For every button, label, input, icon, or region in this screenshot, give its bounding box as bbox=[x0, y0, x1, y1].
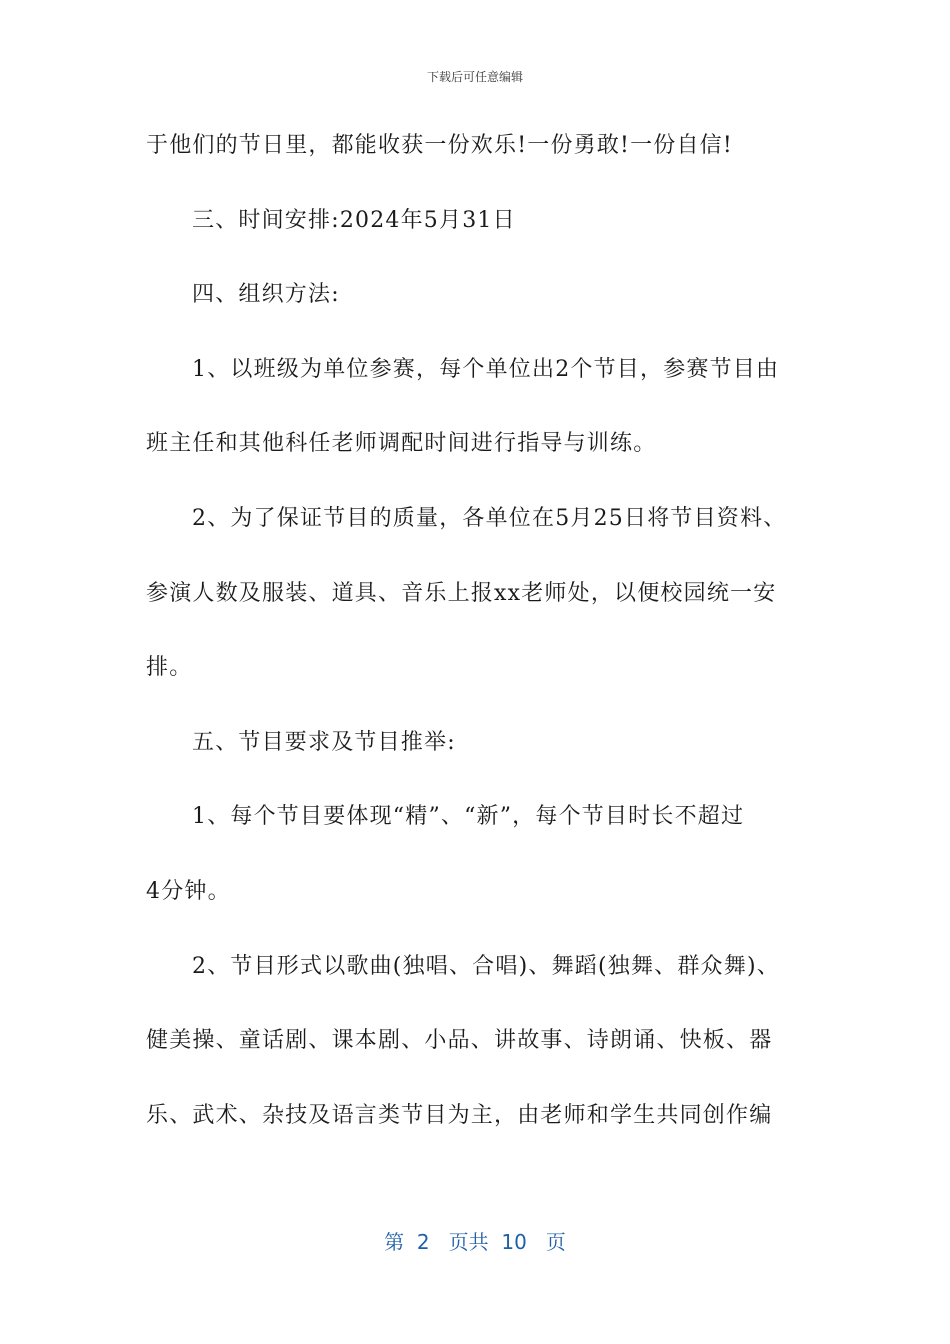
paragraph-line: 于他们的节日里，都能收获一份欢乐!一份勇敢!一份自信! bbox=[146, 133, 733, 158]
paragraph-line: 乐、武术、杂技及语言类节目为主，由老师和学生共同创作编 bbox=[146, 1102, 773, 1128]
section-heading-requirements: 五、节目要求及节目推举: bbox=[192, 729, 456, 755]
paragraph-line: 1、每个节目要体现“精”、“新”，每个节目时长不超过 bbox=[192, 804, 745, 830]
page-number-footer: 第 2 页共 10 页 bbox=[384, 1230, 566, 1254]
section-heading-organization: 四、组织方法: bbox=[192, 282, 340, 308]
paragraph-line: 2、节目形式以歌曲(独唱、合唱)、舞蹈(独舞、群众舞)、 bbox=[192, 953, 780, 979]
paragraph-line: 1、以班级为单位参赛，每个单位出2个节目，参赛节目由 bbox=[192, 356, 780, 382]
section-heading-schedule: 三、时间安排:2024年5月31日 bbox=[192, 207, 516, 233]
page-header-note: 下载后可任意编辑 bbox=[426, 70, 523, 84]
paragraph-line: 4分钟。 bbox=[146, 878, 231, 904]
paragraph-line: 排。 bbox=[146, 655, 193, 681]
paragraph-line: 参演人数及服装、道具、音乐上报xx老师处，以便校园统一安 bbox=[146, 580, 777, 606]
paragraph-line: 健美操、童话剧、课本剧、小品、讲故事、诗朗诵、快板、器 bbox=[146, 1028, 773, 1054]
paragraph-line: 班主任和其他科任老师调配时间进行指导与训练。 bbox=[146, 431, 657, 457]
document-body bbox=[146, 122, 810, 1166]
paragraph-line: 2、为了保证节目的质量，各单位在5月25日将节目资料、 bbox=[192, 505, 787, 531]
